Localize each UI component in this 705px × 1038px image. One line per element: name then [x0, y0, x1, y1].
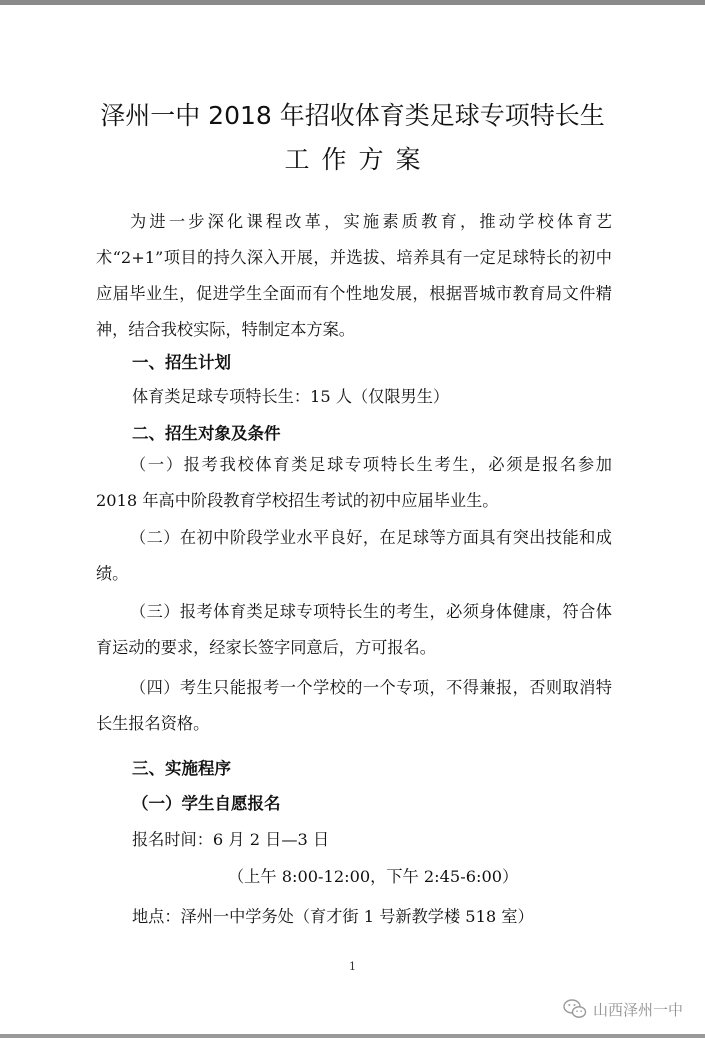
intro-paragraph: 为进一步深化课程改革，实施素质教育，推动学校体育艺术“2+1”项目的持久深入开展，并选拔、培养具有一定足球特长的初中应届毕业生，促进学生全面而有个性地发展，根据晋城市教育局文件精神，结合我校实际，特制定本方案。 — [96, 212, 612, 339]
section3-heading: 三、实施程序 — [132, 759, 231, 778]
top-border — [0, 0, 705, 5]
registration-place: 地点：泽州一中学务处（育才街 1 号新教学楼 518 室） — [132, 907, 534, 926]
source-watermark — [563, 994, 683, 1024]
section3-sub-heading: （一）学生自愿报名 — [132, 794, 281, 813]
page-number: 1 — [349, 960, 356, 973]
watermark-text: 山西泽州一中 — [592, 1000, 683, 1019]
condition-item-4: （四）考生只能报考一个学校的一个专项，不得兼报，否则取消特长生报名资格。 — [96, 678, 612, 733]
condition-item-2: （二）在初中阶段学业水平良好，在足球等方面具有突出技能和成绩。 — [96, 528, 612, 583]
document-title: 泽州一中 2018 年招收体育类足球专项特长生 — [100, 101, 605, 130]
document-subtitle: 工作方案 — [284, 145, 433, 174]
condition-item-3: （三）报考体育类足球专项特长生的考生，必须身体健康，符合体育运动的要求，经家长签字同意后，方可报名。 — [96, 602, 612, 657]
enrollment-plan-text: 体育类足球专项特长生：15 人（仅限男生） — [132, 387, 450, 406]
registration-hours: （上午 8:00-12:00，下午 2:45-6:00） — [228, 867, 519, 886]
condition-item-1: （一）报考我校体育类足球专项特长生考生，必须是报名参加 2018 年高中阶段教育学校招生考试的初中应届毕业生。 — [96, 455, 612, 510]
section1-heading: 一、招生计划 — [132, 353, 231, 372]
bottom-border — [0, 1034, 705, 1038]
registration-time: 报名时间：6 月 2 日—3 日 — [132, 830, 330, 849]
wechat-icon — [563, 998, 587, 1020]
section2-heading: 二、招生对象及条件 — [132, 424, 281, 443]
